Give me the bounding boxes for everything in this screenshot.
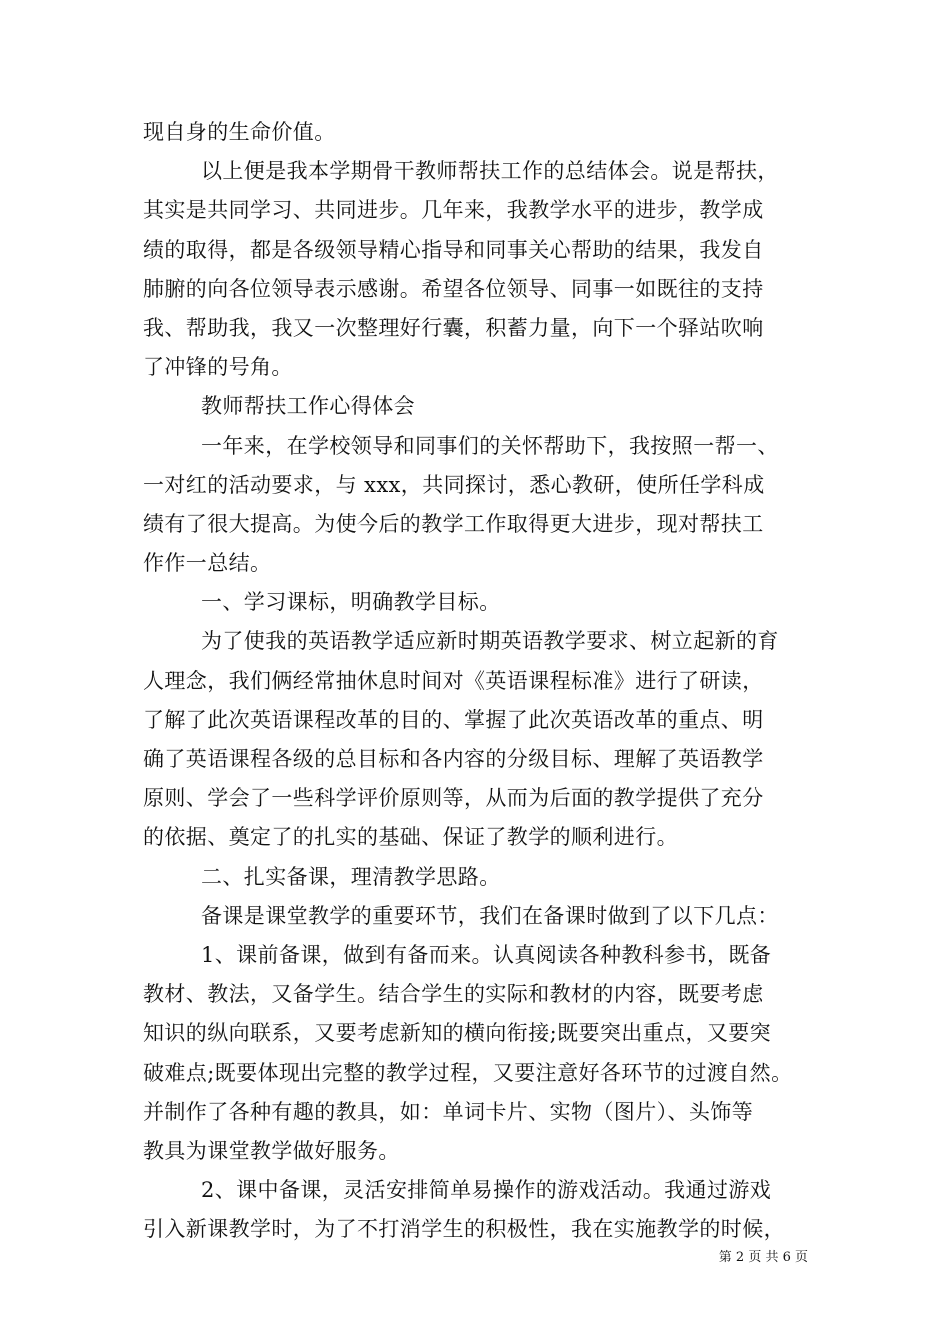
text-line: 教材、教法，又备学生。结合学生的实际和教材的内容，既要考虑 (143, 982, 764, 1007)
text-line: 确了英语课程各级的总目标和各内容的分级目标、理解了英语教学 (143, 747, 764, 771)
text-line: 一年来，在学校领导和同事们的关怀帮助下，我按照一帮一、 (201, 433, 779, 458)
text-line: 教具为课堂教学做好服务。 (143, 1138, 400, 1163)
text-line: 教师帮扶工作心得体会 (201, 394, 415, 419)
text-line: 知识的纵向联系，又要考虑新知的横向衔接;既要突出重点，又要突 (143, 1021, 772, 1046)
text-line: 1、课前备课，做到有备而来。认真阅读各种教科参书，既备 (201, 942, 772, 967)
text-line: 2、课中备课，灵活安排简单易操作的游戏活动。我通过游戏 (201, 1178, 772, 1203)
document-body (143, 113, 821, 1249)
text-line: 一、学习课标，明确教学目标。 (201, 590, 501, 615)
text-line: 原则、学会了一些科学评价原则等，从而为后面的教学提供了充分 (143, 786, 764, 811)
text-line: 现自身的生命价值。 (143, 120, 336, 144)
text-line: 引入新课教学时，为了不打消学生的积极性，我在实施教学的时候， (143, 1217, 785, 1242)
text-line: 备课是课堂教学的重要环节，我们在备课时做到了以下几点： (201, 903, 779, 928)
text-line: 了解了此次英语课程改革的目的、掌握了此次英语改革的重点、明 (143, 707, 764, 732)
text-line: 绩的取得，都是各级领导精心指导和同事关心帮助的结果，我发自 (143, 237, 764, 262)
text-line: 了冲锋的号角。 (143, 355, 293, 380)
text-line: 一对红的活动要求，与 xxx，共同探讨，悉心教研，使所任学科成 (143, 472, 765, 497)
text-line: 破难点;既要体现出完整的教学过程，又要注意好各环节的过渡自然。 (143, 1060, 793, 1085)
text-line: 我、帮助我，我又一次整理好行囊，积蓄力量，向下一个驿站吹响 (143, 315, 764, 340)
text-line: 的依据、奠定了的扎实的基础、保证了教学的顺利进行。 (143, 825, 678, 850)
page-number-footer: 第 2 页 共 6 页 (718, 1250, 808, 1265)
text-line: 并制作了各种有趣的教具，如：单词卡片、实物（图片）、头饰等 (143, 1099, 754, 1124)
text-line: 其实是共同学习、共同进步。几年来，我教学水平的进步，教学成 (143, 198, 764, 223)
text-line: 为了使我的英语教学适应新时期英语教学要求、树立起新的育 (201, 629, 779, 654)
text-line: 作作一总结。 (143, 551, 272, 576)
text-line: 以上便是我本学期骨干教师帮扶工作的总结体会。说是帮扶， (201, 159, 779, 184)
text-line: 二、扎实备课，理清教学思路。 (201, 864, 501, 889)
text-line: 人理念，我们俩经常抽休息时间对《英语课程标准》进行了研读， (143, 668, 764, 693)
text-line: 绩有了很大提高。为使今后的教学工作取得更大进步，现对帮扶工 (143, 511, 764, 536)
text-line: 肺腑的向各位领导表示感谢。希望各位领导、同事一如既往的支持 (143, 276, 764, 301)
